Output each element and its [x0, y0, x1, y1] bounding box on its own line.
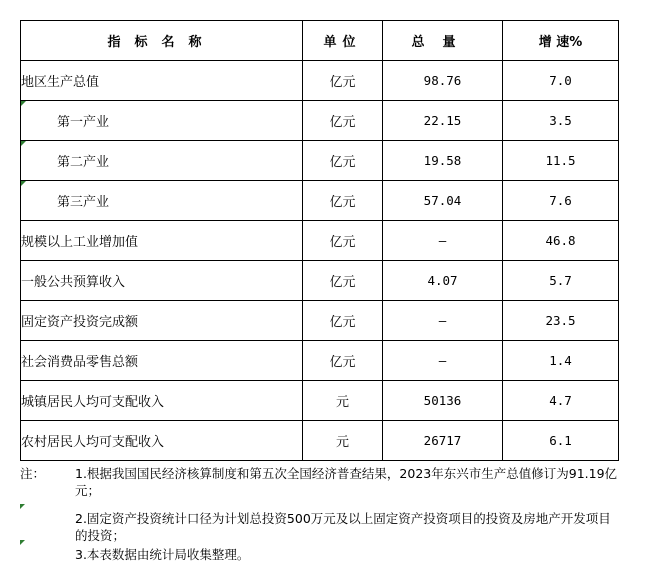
row-total: —: [383, 301, 503, 341]
row-unit: 亿元: [303, 181, 383, 221]
row-total: 26717: [383, 421, 503, 461]
row-growth: 4.7: [503, 381, 619, 421]
row-unit: 元: [303, 421, 383, 461]
row-name: [21, 101, 303, 141]
row-total: —: [383, 341, 503, 381]
row-name: 城镇居民人均可支配收入: [21, 381, 303, 421]
row-name: 规模以上工业增加值: [21, 221, 303, 261]
row-unit: 亿元: [303, 61, 383, 101]
row-unit: 元: [303, 381, 383, 421]
row-growth: 3.5: [503, 101, 619, 141]
header-unit: 单位: [303, 21, 383, 61]
row-growth: 1.4: [503, 341, 619, 381]
notes-prefix: 注：: [20, 466, 46, 481]
row-unit: 亿元: [303, 301, 383, 341]
row-name: 一般公共预算收入: [21, 261, 303, 301]
row-unit: 亿元: [303, 141, 383, 181]
row-total: 19.58: [383, 141, 503, 181]
cell-marker-icon: [20, 504, 25, 509]
table-row: [21, 101, 619, 141]
row-growth: 46.8: [503, 221, 619, 261]
row-total: 57.04: [383, 181, 503, 221]
row-growth: 11.5: [503, 141, 619, 181]
row-total: 22.15: [383, 101, 503, 141]
row-name: 农村居民人均可支配收入: [21, 421, 303, 461]
row-growth: 23.5: [503, 301, 619, 341]
note-item: [20, 546, 620, 563]
table-row: [21, 261, 619, 301]
statistics-table: [20, 20, 619, 461]
table-row: [21, 381, 619, 421]
table-notes: [20, 465, 620, 563]
cell-marker-icon: [21, 181, 26, 186]
row-name: [21, 181, 303, 221]
cell-marker-icon: [20, 540, 25, 545]
row-unit: 亿元: [303, 341, 383, 381]
row-growth: 7.6: [503, 181, 619, 221]
cell-marker-icon: [21, 141, 26, 146]
row-total: 98.76: [383, 61, 503, 101]
note-text: 1.根据我国国民经济核算制度和第五次全国经济普查结果，2023年东兴市生产总值修订为91.19亿元；: [75, 466, 618, 498]
row-name: [21, 141, 303, 181]
header-total: 总量: [383, 21, 503, 61]
row-growth: 7.0: [503, 61, 619, 101]
row-name-text: 第一产业: [57, 115, 110, 130]
row-unit: 亿元: [303, 101, 383, 141]
table-row: [21, 61, 619, 101]
row-growth: 5.7: [503, 261, 619, 301]
row-unit: 亿元: [303, 261, 383, 301]
row-name: 固定资产投资完成额: [21, 301, 303, 341]
note-item: [20, 510, 620, 544]
table-row: [21, 181, 619, 221]
row-total: 50136: [383, 381, 503, 421]
table-row: [21, 341, 619, 381]
table-row: [21, 221, 619, 261]
row-growth: 6.1: [503, 421, 619, 461]
header-growth-rate: 增 速%: [503, 21, 619, 61]
table-row: [21, 141, 619, 181]
row-name-text: 第二产业: [57, 155, 110, 170]
note-text: 3.本表数据由统计局收集整理。: [75, 547, 250, 562]
table-row: [21, 421, 619, 461]
cell-marker-icon: [21, 101, 26, 106]
note-text: 2.固定资产投资统计口径为计划总投资500万元及以上固定资产投资项目的投资及房地产开发项目的投资；: [75, 511, 611, 543]
row-total: —: [383, 221, 503, 261]
table-header-row: [21, 21, 619, 61]
row-name: 社会消费品零售总额: [21, 341, 303, 381]
row-name: 地区生产总值: [21, 61, 303, 101]
header-indicator-name: 指标名称: [21, 21, 303, 61]
note-item: [20, 465, 620, 499]
row-total: 4.07: [383, 261, 503, 301]
row-unit: 亿元: [303, 221, 383, 261]
table-row: [21, 301, 619, 341]
row-name-text: 第三产业: [57, 195, 110, 210]
